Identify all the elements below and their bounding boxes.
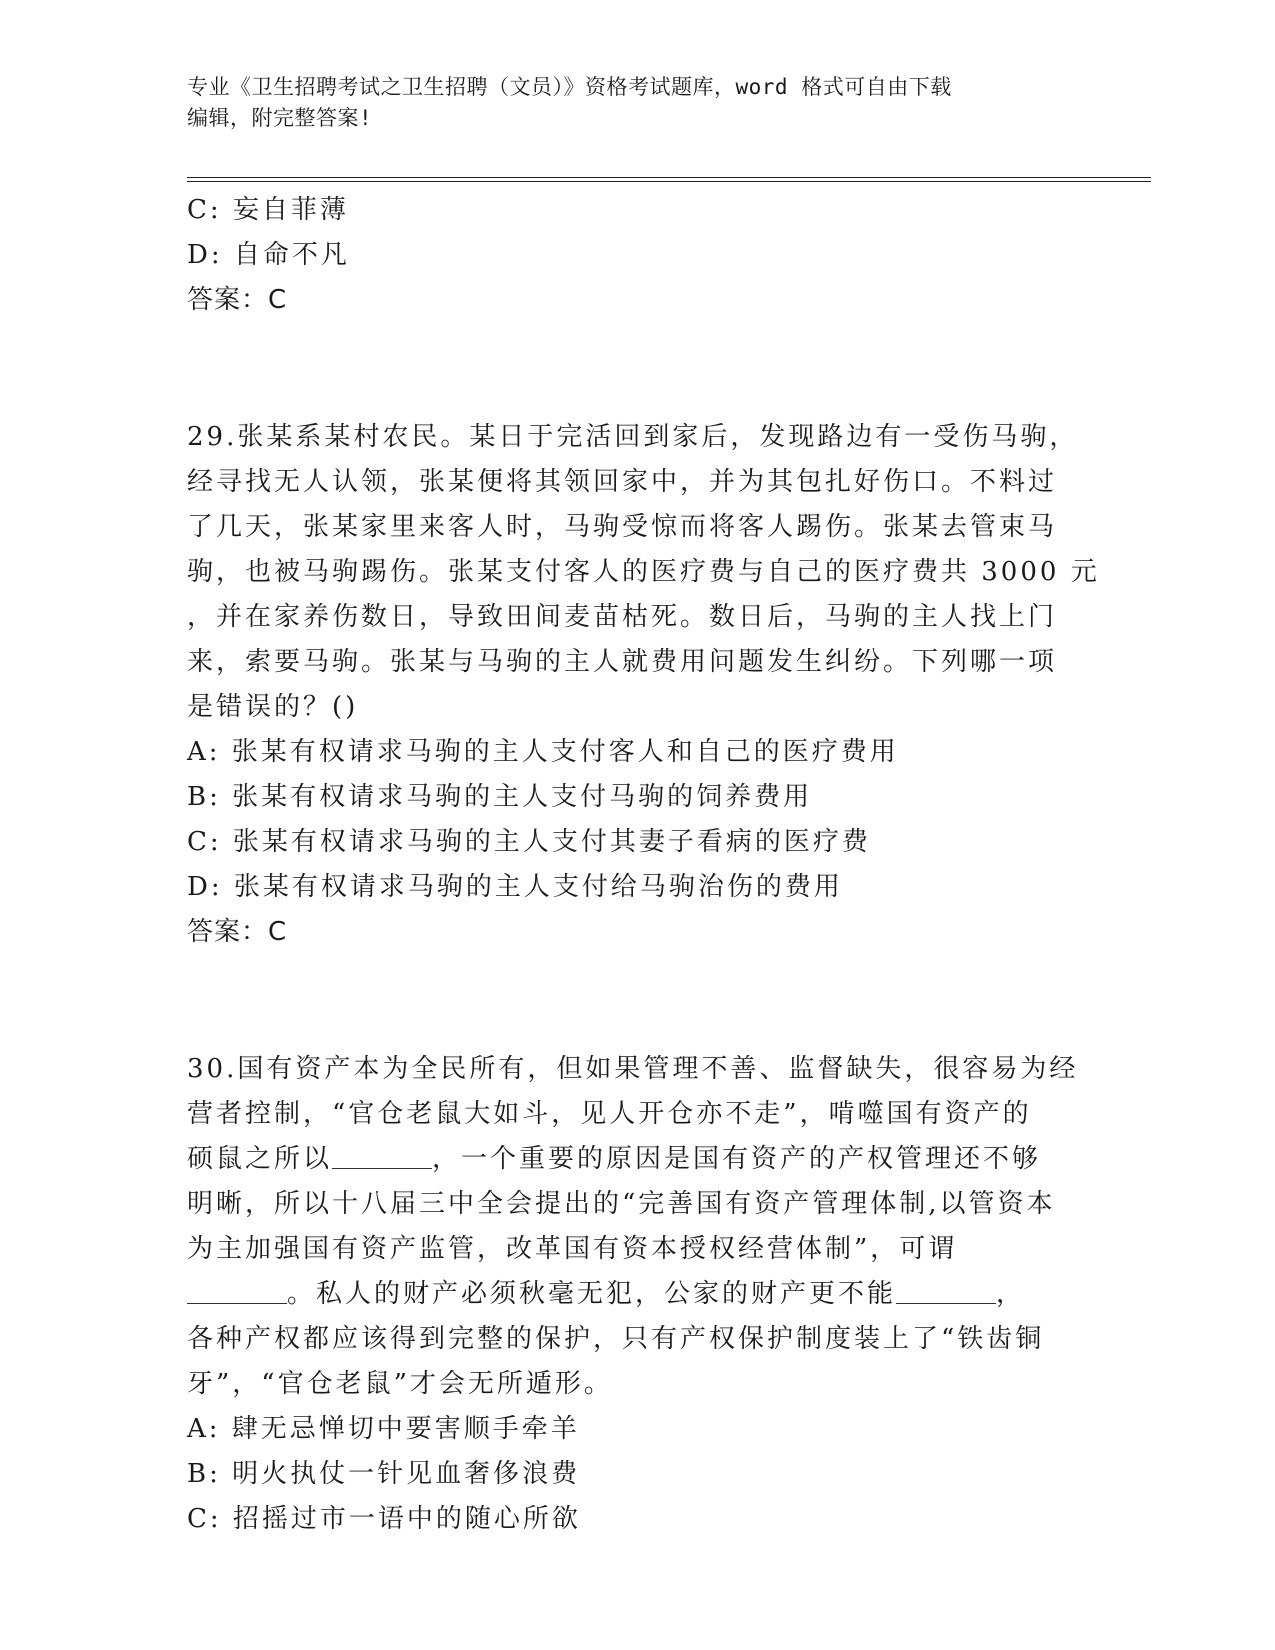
question-29 (187, 415, 1100, 955)
fill-in-blank (187, 1277, 287, 1304)
option-d: D: 自命不凡 (187, 240, 350, 270)
header-line-1: 专业《卫生招聘考试之卫生招聘（文员）》资格考试题库，word 格式可自由下载 (187, 75, 952, 99)
answer-line: 答案：C (187, 917, 288, 947)
option-a: A: 肆无忌惮切中要害顺手牵羊 (187, 1414, 580, 1444)
question-text-line: 明晰，所以十八届三中全会提出的“完善国有资产管理体制,以管资本 (187, 1189, 1056, 1219)
question-text-line: 各种产权都应该得到完整的保护，只有产权保护制度装上了“铁齿铜 (187, 1324, 1045, 1354)
text-segment: ， (996, 1279, 1026, 1309)
question-text-line: ，并在家养伤数日，导致田间麦苗枯死。数日后，马驹的主人找上门 (187, 602, 1058, 632)
question-text-line (187, 1272, 1087, 1317)
question-text-line: 29.张某系某村农民。某日于完活回到家后，发现路边有一受伤马驹， (187, 422, 1079, 452)
fill-in-blank (332, 1142, 432, 1169)
question-text-line: 驹，也被马驹踢伤。张某支付客人的医疗费与自己的医疗费共 3000 元 (187, 557, 1100, 587)
fill-in-blank (896, 1277, 996, 1304)
question-content (187, 188, 1100, 1542)
header-rule-top (187, 177, 1151, 178)
question-text-line: 是错误的？() (187, 692, 359, 722)
question-text-line: 了几天，张某家里来客人时，马驹受惊而将客人踢伤。张某去管束马 (187, 512, 1058, 542)
option-a: A: 张某有权请求马驹的主人支付客人和自己的医疗费用 (187, 737, 899, 767)
question-text-line: 牙”，“官仓老鼠”才会无所遁形。 (187, 1369, 613, 1399)
text-segment: 。私人的财产必须秋毫无犯，公家的财产更不能 (287, 1279, 897, 1309)
option-c: C: 招摇过市一语中的随心所欲 (187, 1504, 581, 1534)
question-28-tail (187, 188, 1087, 323)
question-text-line: 来，索要马驹。张某与马驹的主人就费用问题发生纠纷。下列哪一项 (187, 647, 1058, 677)
option-c: C: 张某有权请求马驹的主人支付其妻子看病的医疗费 (187, 827, 871, 857)
option-c: C: 妄自菲薄 (187, 195, 349, 225)
question-text-line: 为主加强国有资产监管，改革国有资本授权经营体制”，可谓 (187, 1234, 958, 1264)
question-text-line: 30.国有资产本为全民所有，但如果管理不善、监督缺失，很容易为经 (187, 1054, 1079, 1084)
header-line-2: 编辑，附完整答案! (187, 106, 373, 130)
option-b: B: 明火执仗一针见血奢侈浪费 (187, 1459, 581, 1489)
page-header (187, 72, 1067, 134)
answer-line: 答案：C (187, 285, 288, 315)
text-segment: 硕鼠之所以 (187, 1144, 333, 1174)
text-segment: ，一个重要的原因是国有资产的产权管理还不够 (432, 1144, 1042, 1174)
header-rule-bottom (187, 181, 1151, 182)
option-d: D: 张某有权请求马驹的主人支付给马驹治伤的费用 (187, 872, 843, 902)
question-text-line (187, 1137, 1087, 1182)
option-b: B: 张某有权请求马驹的主人支付马驹的饲养费用 (187, 782, 813, 812)
question-text-line: 经寻找无人认领，张某便将其领回家中，并为其包扎好伤口。不料过 (187, 467, 1058, 497)
question-text-line: 营者控制，“官仓老鼠大如斗，见人开仓亦不走”，啃噬国有资产的 (187, 1099, 1032, 1129)
question-30 (187, 1047, 1087, 1542)
